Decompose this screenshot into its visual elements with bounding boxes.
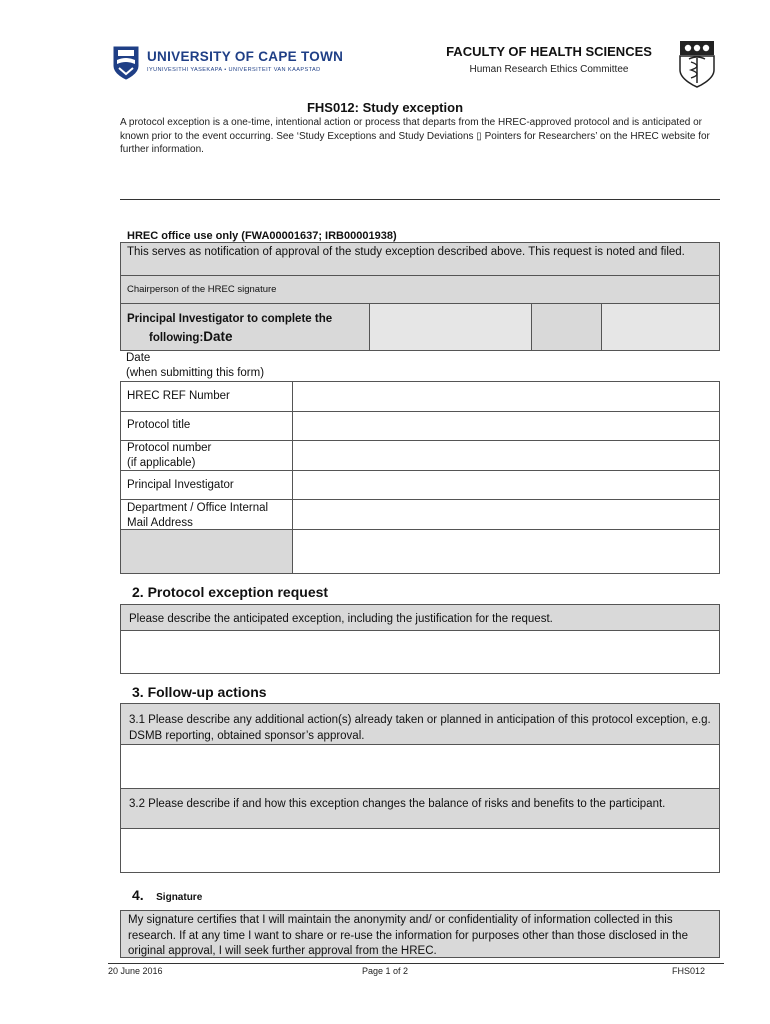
section-2-answer[interactable] xyxy=(120,630,720,674)
divider xyxy=(120,199,720,200)
hrec-ref-label: HREC REF Number xyxy=(127,390,230,402)
section-2-prompt: Please describe the anticipated exception, including the justification for the request. xyxy=(129,613,553,625)
footer-code: FHS012 xyxy=(672,966,706,976)
department-input[interactable] xyxy=(293,500,719,529)
section-2-heading: 2. Protocol exception request xyxy=(132,584,329,600)
faculty-name: FACULTY OF HEALTH SCIENCES xyxy=(446,44,652,59)
pi-label: Principal Investigator xyxy=(127,479,234,491)
date-label: Date xyxy=(126,352,151,364)
chair-date-field[interactable] xyxy=(601,303,720,351)
section-3-heading: 3. Follow-up actions xyxy=(132,684,267,700)
section-2-prompt-cell xyxy=(120,604,720,631)
footer-rule xyxy=(108,963,724,964)
details-table xyxy=(120,381,720,574)
date-label-cell xyxy=(531,303,602,351)
section-4-number: 4. xyxy=(132,887,144,903)
footer-page: Page 1 of 2 xyxy=(361,966,409,976)
approval-notification xyxy=(120,242,720,276)
date-note: (when submitting this form) xyxy=(126,367,265,379)
section-4-title: Signature xyxy=(156,892,203,903)
footer-date: 20 June 2016 xyxy=(108,966,163,976)
section-3-answer1[interactable] xyxy=(120,744,720,789)
pi-input[interactable] xyxy=(293,471,719,499)
protocol-title-input[interactable] xyxy=(293,412,719,440)
blank-input[interactable] xyxy=(293,530,719,573)
department-label: Department / Office Internal Mail Address xyxy=(127,502,269,529)
signature-statement: My signature certifies that I will maintain the anonymity and/ or confidentiality of information collected in this research. If at any time I want to share or re-use the information for purposes other than those disclosed in the original approval, I will seek further approval from the HREC. xyxy=(128,914,688,957)
section-3-prompt1-cell xyxy=(120,703,720,745)
pi-instruction: Principal Investigator to complete the xyxy=(127,313,333,325)
chair-signature-cell xyxy=(120,275,720,304)
section-3-prompt2-cell xyxy=(120,788,720,829)
form-intro: A protocol exception is a one-time, intentional action or process that departs from the HREC-approved protocol and is anticipated or known prior to the event occurring. See ‘Study Exceptions and Study Deviations ▯ Pointers for Researchers’ on the HREC website for further information. xyxy=(120,117,710,155)
uct-logo xyxy=(113,46,343,82)
signature-statement-cell xyxy=(120,910,720,958)
protocol-number-input[interactable] xyxy=(293,441,719,470)
university-name: UNIVERSITY OF CAPE TOWN xyxy=(147,49,344,64)
university-subtitle: IYUNIVESITHI YASEKAPA • UNIVERSITEIT VAN KAAPSTAD xyxy=(147,67,321,73)
chair-signature-field[interactable] xyxy=(369,303,532,351)
section-4-heading xyxy=(132,887,202,905)
protocol-title-label: Protocol title xyxy=(127,419,191,431)
hrec-ref-input[interactable] xyxy=(293,382,719,411)
section-3-prompt2: 3.2 Please describe if and how this exception changes the balance of risks and benefits to the participant. xyxy=(129,798,666,810)
committee-name: Human Research Ethics Committee xyxy=(469,64,629,75)
section-3-prompt1: 3.1 Please describe any additional action(s) already taken or planned in anticipation of this protocol exception, e.g. DSMB reporting, obtained sponsor’s approval. xyxy=(129,714,711,742)
chair-signature-label: Chairperson of the HREC signature xyxy=(127,284,277,295)
pi-date-inline: Date xyxy=(203,329,233,344)
section-3-answer2[interactable] xyxy=(120,828,720,873)
pi-instruction-cell xyxy=(120,303,370,351)
protocol-number-label: Protocol number (if applicable) xyxy=(127,442,212,469)
pi-following: following: xyxy=(149,332,204,344)
office-use-heading: HREC office use only (FWA00001637; IRB00001938) xyxy=(127,230,397,242)
uct-crest-icon xyxy=(113,46,139,80)
form-title: FHS012: Study exception xyxy=(306,100,464,115)
blank-label-cell xyxy=(121,530,292,573)
faculty-crest-icon xyxy=(679,40,715,88)
approval-notification-text: This serves as notification of approval of the study exception described above. This request is noted and filed. xyxy=(127,246,685,258)
